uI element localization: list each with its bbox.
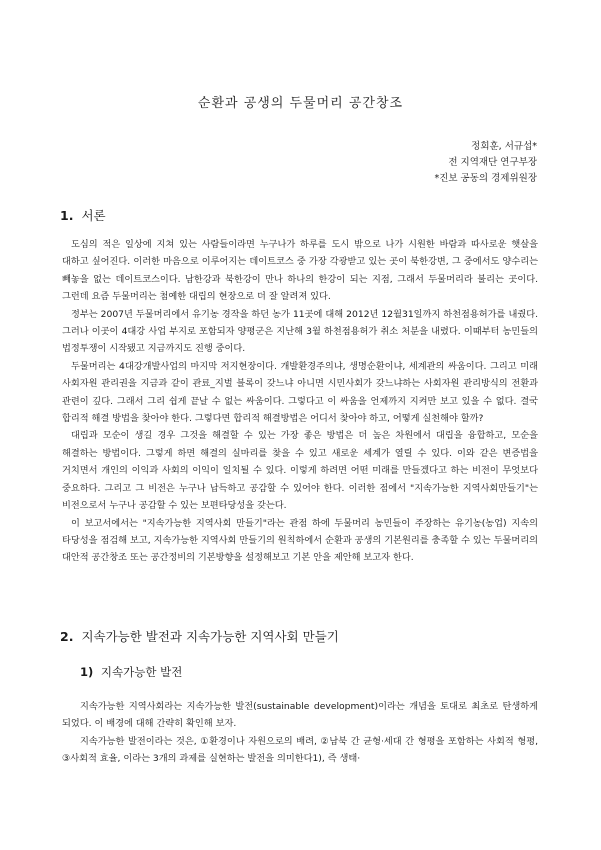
section-1-title: 서론 xyxy=(81,208,106,223)
section-2-1-number: 1) xyxy=(80,665,94,679)
paragraph: 두물머리는 4대강개발사업의 마지막 저지현장이다. 개발환경주의냐, 생명순환이냐, 세계관의 싸움이다. 그리고 미래 사회자원 관리권을 지금과 같이 관료_지벌 블록이 갖느냐 아니면 시민사회가 갖느냐하는 사회자원 관리방식의 전환과 관련이 깊다. 그래서 그리 쉽게 끝날 수 없는 싸움이다. 그렇다고 이 싸움을 언제까지 지켜만 보고 있을 수 없다. 결국 합리적 해결 방법을 찾아야 한다. 그렇다면 합리적 해결방법은 어디서 찾아야 하고, 어떻게 실천해야 할까? xyxy=(62,360,538,425)
paragraph: 지속가능한 지역사회라는 지속가능한 발전(sustainable development)이라는 개념을 토대로 최초로 탄생하게 되었다. 이 배경에 대해 간략히 확인해 보자. xyxy=(62,701,538,730)
author-affiliation-2: *진보 공동의 경제위원장 xyxy=(434,173,537,184)
section-1-number: 1. xyxy=(60,208,74,223)
section-2-1-heading xyxy=(80,664,182,680)
document-title: 순환과 공생의 두물머리 공간창조 xyxy=(197,96,404,111)
paragraph: 정부는 2007년 두물머리에서 유기농 경작을 하던 농가 11곳에 대해 2012년 12월31일까지 하천점용허가를 내줬다. 그러나 이곳이 4대강 사업 부지로 포함되자 양평군은 지난해 3월 하천점용허가 취소 처분을 내렸다. 이때부터 농민들의 법정투쟁이 시작됐고 지금까지도 진행 중이다. xyxy=(62,308,538,355)
section-1-body xyxy=(62,236,538,567)
paragraph: 이 보고서에서는 "지속가능한 지역사회 만들기"라는 관점 하에 두물머리 농민들이 주장하는 유기농(농업) 지속의 타당성을 점검해 보고, 지속가능한 지역사회 만들기의 원칙하에서 순환과 공생의 기본원리를 충족할 수 있는 두물머리의 대안적 공간창조 또는 공간정비의 기본방향을 설정해보고 기본 안을 제안해 보고자 한다. xyxy=(62,517,538,564)
section-2-heading xyxy=(60,627,339,645)
section-2-1-title: 지속가능한 발전 xyxy=(100,665,183,679)
paragraph: 도심의 적은 일상에 지쳐 있는 사람들이라면 누구나가 하루를 도시 밖으로 나가 시원한 바람과 따사로운 햇살을 대하고 싶어진다. 이러한 마음으로 이루어지는 데이트코스 중 가장 각광받고 있는 곳이 북한강변, 그 중에서도 양수리는 빼놓을 없는 데이트코스이다. 남한강과 북한강이 만나 하나의 한강이 되는 지점, 그래서 두물머리라 불리는 곳이다. 그런데 요즘 두물머리는 첨예한 대립의 현장으로 더 잘 알려져 있다. xyxy=(62,239,538,303)
paragraph: 지속가능한 발전이라는 것은, ①환경이나 자원으로의 배려, ②남북 간 균형·세대 간 형평을 포함하는 사회적 형평, ③사회적 효율, 이라는 3개의 과제를 실현하는 발전을 의미한다1), 즉 생태· xyxy=(62,735,538,765)
section-2-title: 지속가능한 발전과 지속가능한 지역사회 만들기 xyxy=(81,629,339,644)
author-names: 정회훈, 서규섭* xyxy=(471,141,537,152)
section-1-heading xyxy=(60,206,106,224)
author-affiliation-1: 전 지역재단 연구부장 xyxy=(448,157,537,168)
section-2-1-body xyxy=(62,698,538,768)
paragraph: 대립과 모순이 생길 경우 그것을 해결할 수 있는 가장 좋은 방법은 더 높은 차원에서 대립을 융합하고, 모순을 해결하는 방법이다. 그렇게 하면 해결의 실마리를 찾을 수 있고 새로운 세계가 열릴 수 있다. 이와 같은 변증법을 거치면서 개인의 이익과 사회의 이익이 일치될 수 있다. 이렇게 하려면 어떤 미래를 만들겠다고 하는 비전이 무엇보다 중요하다. 그리고 그 비전은 누구나 납득하고 공감할 수 있어야 한다. 이러한 점에서 "지속가능한 지역사회만들기"는 비전으로서 누구나 공감할 수 있는 보편타당성을 갖는다. xyxy=(62,430,538,512)
section-2-number: 2. xyxy=(60,629,74,644)
